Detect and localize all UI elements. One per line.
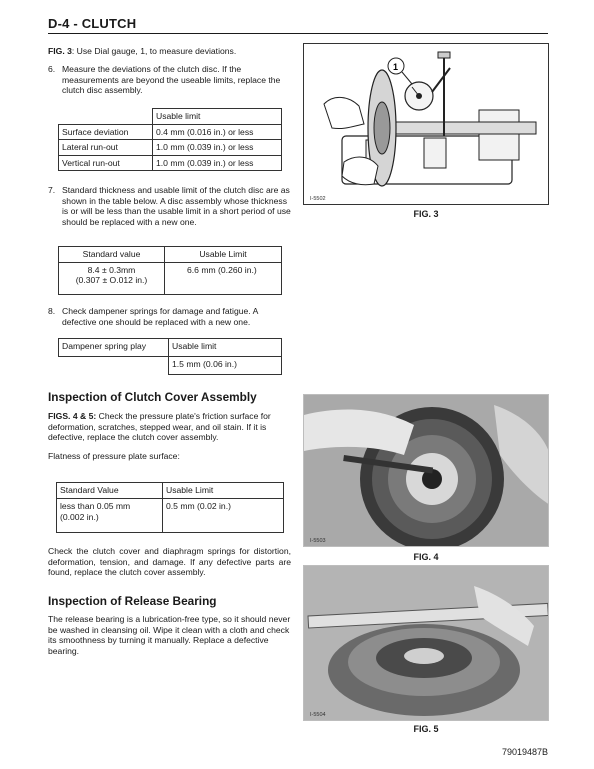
usable-limit-table: [58, 108, 282, 171]
table-row: [59, 247, 282, 263]
standard-value-line2: (0.307 ± O.012 in.): [75, 275, 148, 285]
flatness-table: [56, 482, 284, 533]
table-header: Usable limit: [169, 339, 282, 357]
step-6-text: Measure the deviations of the clutch disc. If the measurements are beyond the useable limits, replace the clutch disc assembly.: [62, 64, 281, 96]
table-row: [59, 339, 282, 357]
table-row: [59, 109, 282, 125]
step-6: [48, 64, 291, 97]
fig4-caption: FIG. 4: [413, 552, 439, 562]
table-cell-empty: [59, 109, 153, 125]
step-6-number: 6.: [48, 64, 56, 74]
clutch-disc-photo: [304, 395, 549, 547]
fig3-callout: 1: [393, 62, 399, 72]
figs45-text: Check the pressure plate's friction surface for deformation, scratches, stepped wear, and oil stain. If it is defective, replace the clutch cover assembly.: [48, 411, 271, 443]
cover-check-paragraph: Check the clutch cover and diaphragm springs for distortion, deformation, tension, and damage. If any defective parts are found, replace the clutch cover assembly.: [48, 546, 291, 578]
flatness-label: Flatness of pressure plate surface:: [48, 451, 180, 461]
step-7-text: Standard thickness and usable limit of the clutch disc are as shown in the table below. A disc assembly whose thickness is or will be less than the usable limit in a short period of use should be replaced with a new one.: [62, 185, 291, 227]
table-cell-value: 1.5 mm (0.06 in.): [169, 357, 282, 375]
fig4-id: I-5503: [310, 538, 326, 544]
fig3-id: I-5502: [310, 196, 326, 202]
table-row: [57, 499, 284, 533]
table-header: Usable limit: [153, 109, 282, 125]
table-header: Standard value: [59, 247, 165, 263]
table-cell-limit: 6.6 mm (0.260 in.): [165, 262, 282, 294]
table-cell-value: 1.0 mm (0.039 in.) or less: [153, 155, 282, 171]
table-cell-standard: [59, 262, 165, 294]
fig3-intro: [48, 46, 291, 57]
section-title-clutch-cover: Inspection of Clutch Cover Assembly: [48, 390, 257, 404]
section-title-release-bearing: Inspection of Release Bearing: [48, 594, 217, 608]
fig3-intro-label: FIG. 3: [48, 46, 72, 56]
table-cell-value: 1.0 mm (0.039 in.) or less: [153, 140, 282, 156]
fig3-intro-text: : Use Dial gauge, 1, to measure deviations.: [71, 46, 237, 56]
dampener-table: [58, 338, 282, 375]
table-cell-standard: [57, 499, 163, 533]
table-header: Usable Limit: [163, 483, 284, 499]
table-header: Standard Value: [57, 483, 163, 499]
fig3-illustration: [303, 43, 549, 205]
table-cell-value: 0.4 mm (0.016 in.) or less: [153, 124, 282, 140]
table-header: Usable Limit: [165, 247, 282, 263]
table-row: [59, 140, 282, 156]
step-8-text: Check dampener springs for damage and fatigue. A defective one should be replaced with a new one.: [62, 306, 258, 327]
bearing-paragraph: The release bearing is a lubrication-free type, so it should never be washed in cleansing oil. Wipe it clean with a cloth and check its smoothness by turning it manually. Replace a defective bearing.: [48, 614, 291, 656]
fig4-photo: [303, 394, 549, 547]
page-title: D-4 - CLUTCH: [48, 16, 137, 31]
table-row: [59, 262, 282, 294]
fig3-caption: FIG. 3: [413, 209, 439, 219]
fig5-id: I-5504: [310, 712, 326, 718]
document-code: 79019487B: [501, 747, 548, 757]
figs45-label: FIGS. 4 & 5:: [48, 411, 97, 421]
standard-value-line2: (0.002 in.): [60, 511, 99, 522]
dial-gauge-drawing: [304, 44, 549, 205]
standard-value-line1: less than 0.05 mm: [60, 501, 131, 511]
step-8-number: 8.: [48, 306, 56, 316]
step-7-number: 7.: [48, 185, 56, 195]
table-cell-label: Surface deviation: [59, 124, 153, 140]
pressure-plate-photo: [304, 566, 549, 721]
table-row: [59, 124, 282, 140]
table-cell-limit: 0.5 mm (0.02 in.): [163, 499, 284, 533]
table-row: [59, 357, 282, 375]
table-cell-label: Vertical run-out: [59, 155, 153, 171]
table-row: [57, 483, 284, 499]
table-row: [59, 155, 282, 171]
thickness-table: [58, 246, 282, 295]
standard-value-line1: 8.4 ± 0.3mm: [87, 264, 136, 275]
table-cell-label: Dampener spring play: [59, 339, 169, 357]
table-cell-empty: [59, 357, 169, 375]
fig5-caption: FIG. 5: [413, 724, 439, 734]
fig5-photo: [303, 565, 549, 721]
table-cell-label: Lateral run-out: [59, 140, 153, 156]
